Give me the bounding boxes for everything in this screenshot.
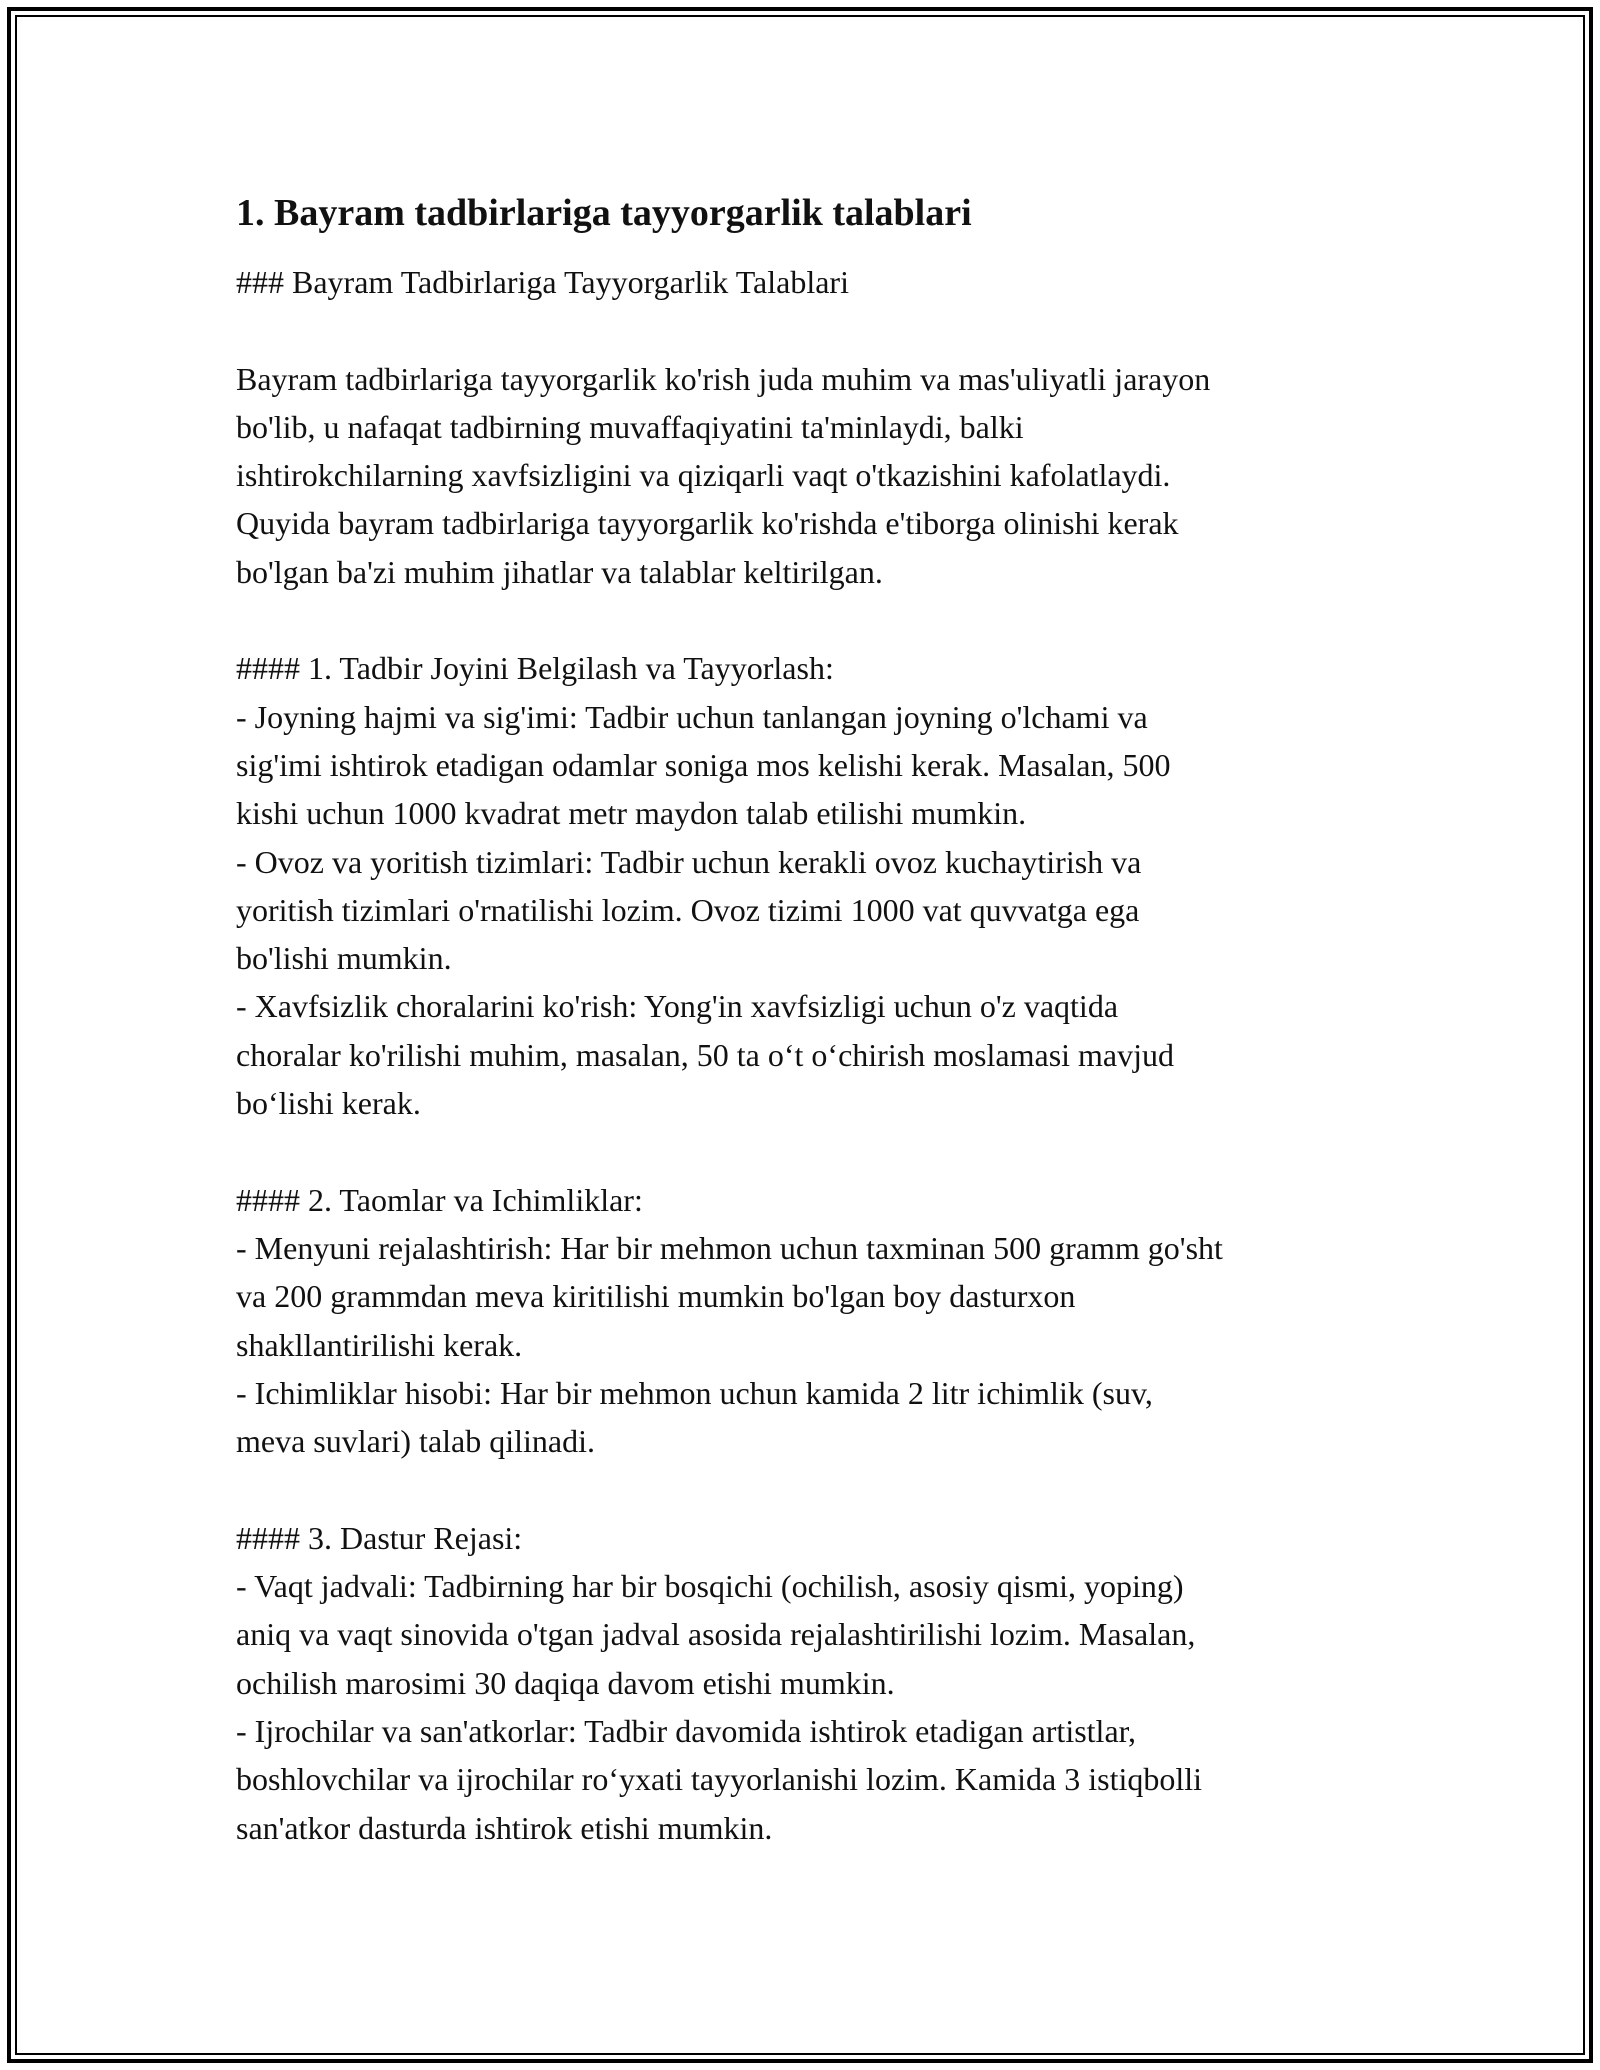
- section-program: [236, 1514, 1376, 1852]
- section-heading: #### 3. Dastur Rejasi:: [236, 1519, 523, 1556]
- document-title: 1. Bayram tadbirlariga tayyorgarlik talablari: [236, 192, 972, 234]
- spacer: [236, 596, 1376, 644]
- section-line: - Ichimliklar hisobi: Har bir mehmon uchun kamida 2 litr ichimlik (suv,: [236, 1374, 1153, 1411]
- spacer: [236, 1465, 1376, 1513]
- document-subtitle: ### Bayram Tadbirlariga Tayyorgarlik Talablari: [236, 264, 849, 300]
- intro-paragraph: [236, 355, 1376, 596]
- section-line: bo'lishi mumkin.: [236, 940, 452, 977]
- section-line: sig'imi ishtirok etadigan odamlar soniga mos kelishi kerak. Masalan, 500: [236, 746, 1171, 783]
- section-line: choralar ko'rilishi muhim, masalan, 50 ta o‘t o‘chirish moslamasi mavjud: [236, 1036, 1175, 1073]
- section-line: san'atkor dasturda ishtirok etishi mumkin.: [236, 1809, 773, 1846]
- section-line: bo‘lishi kerak.: [236, 1085, 421, 1122]
- section-line: aniq va vaqt sinovida o'tgan jadval asosida rejalashtirilishi lozim. Masalan,: [236, 1616, 1196, 1653]
- section-line: - Ovoz va yoritish tizimlari: Tadbir uchun kerakli ovoz kuchaytirish va: [236, 843, 1142, 880]
- section-food: [236, 1176, 1376, 1466]
- section-line: - Menyuni rejalashtirish: Har bir mehmon uchun taxminan 500 gramm go'sht: [236, 1229, 1223, 1266]
- section-heading: #### 1. Tadbir Joyini Belgilash va Tayyorlash:: [236, 650, 834, 687]
- section-line: boshlovchilar va ijrochilar ro‘yxati tayyorlanishi lozim. Kamida 3 istiqbolli: [236, 1761, 1203, 1798]
- section-line: - Xavfsizlik choralarini ko'rish: Yong'in xavfsizligi uchun o'z vaqtida: [236, 988, 1119, 1025]
- section-line: va 200 grammdan meva kiritilishi mumkin bo'lgan boy dasturxon: [236, 1278, 1076, 1315]
- section-line: ochilish marosimi 30 daqiqa davom etishi mumkin.: [236, 1664, 895, 1701]
- section-line: kishi uchun 1000 kvadrat metr maydon talab etilishi mumkin.: [236, 795, 1027, 832]
- spacer: [236, 1127, 1376, 1175]
- section-line: - Vaqt jadvali: Tadbirning har bir bosqichi (ochilish, asosiy qismi, yoping): [236, 1568, 1184, 1605]
- intro-line: bo'lgan ba'zi muhim jihatlar va talablar keltirilgan.: [236, 553, 883, 590]
- section-line: yoritish tizimlari o'rnatilishi lozim. Ovoz tizimi 1000 vat quvvatga ega: [236, 891, 1140, 928]
- spacer: [236, 306, 1376, 354]
- section-heading: #### 2. Taomlar va Ichimliklar:: [236, 1181, 643, 1218]
- intro-line: bo'lib, u nafaqat tadbirning muvaffaqiyatini ta'minlaydi, balki: [236, 408, 1024, 445]
- section-line: shakllantirilishi kerak.: [236, 1326, 523, 1363]
- intro-line: Bayram tadbirlariga tayyorgarlik ko'rish juda muhim va mas'uliyatli jarayon: [236, 360, 1211, 397]
- intro-line: ishtirokchilarning xavfsizligini va qiziqarli vaqt o'tkazishini kafolatlaydi.: [236, 457, 1171, 494]
- document-page: [236, 188, 1376, 1852]
- section-line: - Joyning hajmi va sig'imi: Tadbir uchun tanlangan joyning o'lchami va: [236, 698, 1148, 735]
- section-line: - Ijrochilar va san'atkorlar: Tadbir davomida ishtirok etadigan artistlar,: [236, 1712, 1137, 1749]
- intro-line: Quyida bayram tadbirlariga tayyorgarlik ko'rishda e'tiborga olinishi kerak: [236, 505, 1179, 542]
- section-line: meva suvlari) talab qilinadi.: [236, 1423, 595, 1460]
- section-venue: [236, 644, 1376, 1127]
